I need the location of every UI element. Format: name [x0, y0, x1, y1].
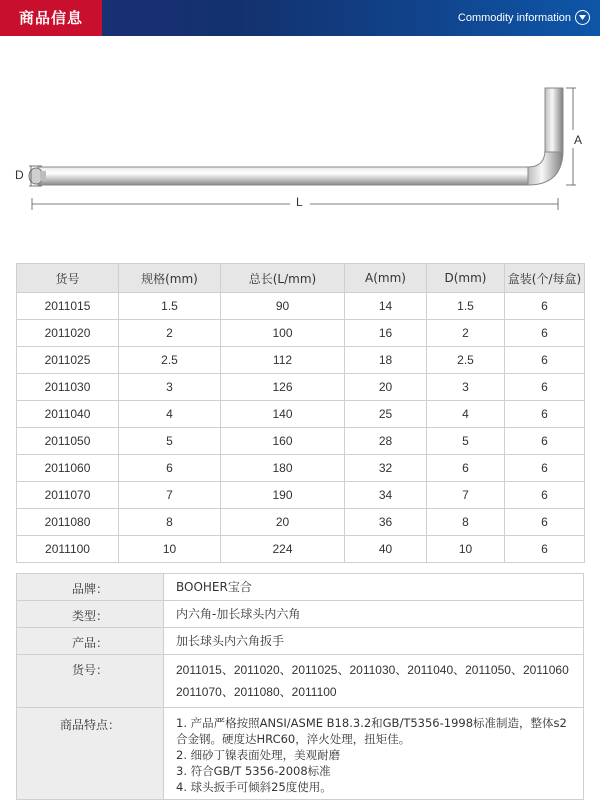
section-header — [0, 0, 600, 36]
dimension-l-label: L — [296, 195, 303, 209]
dimension-a-label: A — [574, 133, 583, 147]
features-label: 商品特点： — [17, 708, 164, 800]
cell-d: 10 — [427, 536, 505, 563]
cell-box: 6 — [505, 347, 585, 374]
spec-table — [16, 263, 585, 563]
cell-sku: 2011080 — [17, 509, 119, 536]
brand-label: 品牌： — [17, 574, 164, 601]
header-size: 规格(mm) — [119, 264, 221, 293]
cell-size: 4 — [119, 401, 221, 428]
cell-size: 2 — [119, 320, 221, 347]
cell-size: 5 — [119, 428, 221, 455]
hex-key-bend — [528, 150, 563, 185]
cell-length: 126 — [221, 374, 345, 401]
cell-d: 7 — [427, 482, 505, 509]
cell-box: 6 — [505, 455, 585, 482]
cell-d: 3 — [427, 374, 505, 401]
cell-a: 32 — [345, 455, 427, 482]
cell-box: 6 — [505, 482, 585, 509]
cell-length: 90 — [221, 293, 345, 320]
cell-d: 5 — [427, 428, 505, 455]
cell-box: 6 — [505, 428, 585, 455]
cell-length: 100 — [221, 320, 345, 347]
sku-line-1: 2011015、2011020、2011025、2011030、2011040、2011050、2011060 — [176, 663, 569, 677]
feature-item: 4. 球头扳手可倾斜25度使用。 — [176, 780, 332, 794]
info-row-sku — [17, 655, 584, 708]
cell-sku: 2011015 — [17, 293, 119, 320]
product-info-table — [16, 573, 584, 800]
table-row — [17, 428, 585, 455]
cell-length: 112 — [221, 347, 345, 374]
header-a: A(mm) — [345, 264, 427, 293]
cell-box: 6 — [505, 509, 585, 536]
hex-key-short-arm — [545, 88, 563, 152]
info-row-product — [17, 628, 584, 655]
cell-size: 10 — [119, 536, 221, 563]
brand-value — [164, 574, 584, 601]
cell-size: 1.5 — [119, 293, 221, 320]
feature-item: 1. 产品严格按照ANSI/ASME B18.3.2和GB/T5356-1998标准制造，整体s2合金钢。硬度达HRC60，淬火处理，扭矩佳。 — [176, 716, 567, 746]
info-row-brand — [17, 574, 584, 601]
info-row-type — [17, 601, 584, 628]
cell-d: 2 — [427, 320, 505, 347]
cell-box: 6 — [505, 374, 585, 401]
cell-d: 4 — [427, 401, 505, 428]
cell-size: 3 — [119, 374, 221, 401]
cell-size: 2.5 — [119, 347, 221, 374]
table-row — [17, 455, 585, 482]
cell-box: 6 — [505, 401, 585, 428]
cell-a: 16 — [345, 320, 427, 347]
cell-size: 8 — [119, 509, 221, 536]
cell-box: 6 — [505, 293, 585, 320]
sku-value — [164, 655, 584, 708]
info-row-features — [17, 708, 584, 800]
feature-item: 3. 符合GB/T 5356-2008标准 — [176, 764, 331, 778]
cell-a: 14 — [345, 293, 427, 320]
table-row — [17, 509, 585, 536]
cell-length: 190 — [221, 482, 345, 509]
product-value — [164, 628, 584, 655]
chevron-down-icon — [575, 10, 590, 25]
type-text: 内六角-加长球头内六角 — [176, 607, 301, 621]
features-value — [164, 708, 584, 800]
cell-a: 18 — [345, 347, 427, 374]
cell-length: 20 — [221, 509, 345, 536]
spec-table-header-row — [17, 264, 585, 293]
section-title: 商品信息 — [0, 0, 102, 36]
feature-item: 2. 细砂丁镍表面处理，美观耐磨 — [176, 748, 341, 762]
header-sku: 货号 — [17, 264, 119, 293]
cell-sku: 2011050 — [17, 428, 119, 455]
cell-length: 180 — [221, 455, 345, 482]
commodity-info-label — [458, 0, 590, 36]
header-box-qty: 盒装(个/每盒) — [505, 264, 585, 293]
dimension-d-label: D — [15, 168, 24, 182]
cell-sku: 2011040 — [17, 401, 119, 428]
cell-sku: 2011060 — [17, 455, 119, 482]
header-total-length: 总长(L/mm) — [221, 264, 345, 293]
cell-length: 140 — [221, 401, 345, 428]
type-label: 类型： — [17, 601, 164, 628]
table-row — [17, 401, 585, 428]
cell-length: 160 — [221, 428, 345, 455]
table-row — [17, 293, 585, 320]
product-text: 加长球头内六角扳手 — [176, 634, 285, 648]
table-row — [17, 374, 585, 401]
commodity-info-text: Commodity information — [457, 12, 571, 24]
cell-box: 6 — [505, 536, 585, 563]
cell-sku: 2011070 — [17, 482, 119, 509]
sku-label: 货号： — [17, 655, 164, 708]
cell-length: 224 — [221, 536, 345, 563]
cell-a: 36 — [345, 509, 427, 536]
cell-size: 7 — [119, 482, 221, 509]
cell-d: 1.5 — [427, 293, 505, 320]
cell-sku: 2011030 — [17, 374, 119, 401]
cell-box: 6 — [505, 320, 585, 347]
hex-key-diagram — [0, 70, 600, 220]
hex-key-shaft — [38, 167, 528, 185]
table-row — [17, 347, 585, 374]
cell-d: 8 — [427, 509, 505, 536]
header-d: D(mm) — [427, 264, 505, 293]
cell-sku: 2011100 — [17, 536, 119, 563]
brand-text: BOOHER宝合 — [176, 580, 252, 594]
cell-a: 34 — [345, 482, 427, 509]
sku-line-2: 2011070、2011080、2011100 — [176, 685, 337, 699]
type-value — [164, 601, 584, 628]
table-row — [17, 320, 585, 347]
cell-d: 6 — [427, 455, 505, 482]
cell-a: 40 — [345, 536, 427, 563]
table-row — [17, 536, 585, 563]
cell-d: 2.5 — [427, 347, 505, 374]
product-label: 产品： — [17, 628, 164, 655]
cell-sku: 2011020 — [17, 320, 119, 347]
cell-sku: 2011025 — [17, 347, 119, 374]
cell-a: 20 — [345, 374, 427, 401]
cell-size: 6 — [119, 455, 221, 482]
cell-a: 28 — [345, 428, 427, 455]
cell-a: 25 — [345, 401, 427, 428]
table-row — [17, 482, 585, 509]
